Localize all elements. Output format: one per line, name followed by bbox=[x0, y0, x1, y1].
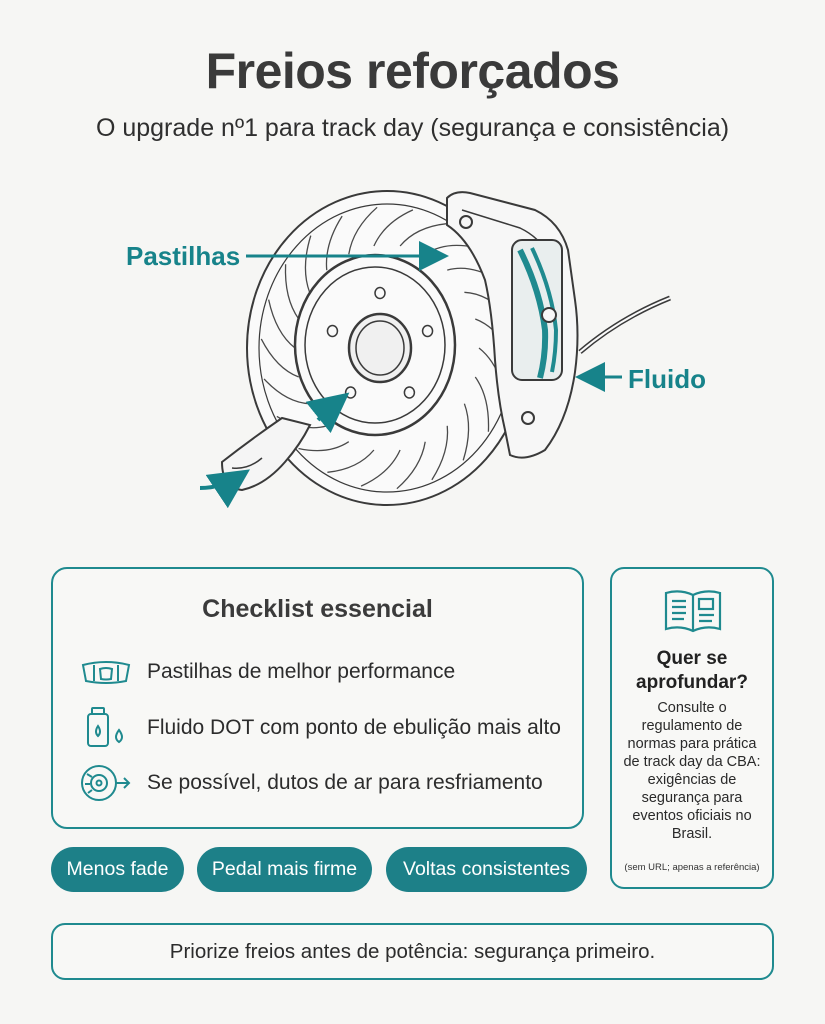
checklist-item-text: Se possível, dutos de ar para resfriamento bbox=[147, 771, 543, 794]
brake-disc-illustration bbox=[0, 170, 825, 530]
further-reading-note: (sem URL; apenas a referência) bbox=[624, 862, 760, 873]
checklist-item-text: Pastilhas de melhor performance bbox=[147, 660, 456, 683]
checklist-card bbox=[51, 567, 584, 829]
checklist-title: Checklist essencial bbox=[202, 595, 433, 623]
benefit-pill: Menos fade bbox=[51, 847, 184, 892]
checklist-item bbox=[79, 650, 455, 694]
page-subtitle: O upgrade nº1 para track day (segurança e consistência) bbox=[95, 114, 730, 142]
air-duct-icon bbox=[79, 761, 133, 805]
further-reading-title: Quer se aprofundar? bbox=[636, 648, 748, 693]
benefit-pill: Pedal mais firme bbox=[197, 847, 372, 892]
callout-pads: Pastilhas bbox=[126, 241, 241, 271]
page-title: Freios reforçados bbox=[205, 43, 620, 99]
priority-banner: Priorize freios antes de potência: segurança primeiro. bbox=[51, 923, 774, 980]
book-icon bbox=[662, 587, 724, 640]
callout-fluid: Fluido bbox=[628, 364, 706, 394]
checklist-item bbox=[79, 706, 561, 750]
checklist-item bbox=[79, 761, 543, 805]
checklist-item-text: Fluido DOT com ponto de ebulição mais alto bbox=[147, 716, 561, 739]
further-reading-card bbox=[610, 567, 774, 889]
brake-fluid-icon bbox=[79, 706, 133, 750]
brake-pad-icon bbox=[79, 650, 133, 694]
benefit-pill: Voltas consistentes bbox=[386, 847, 587, 892]
brake-hose bbox=[580, 298, 670, 352]
further-reading-text: Consulte o regulamento de normas para prática de track day da CBA: exigências de segurança para eventos oficiais no Brasil. bbox=[623, 700, 761, 842]
